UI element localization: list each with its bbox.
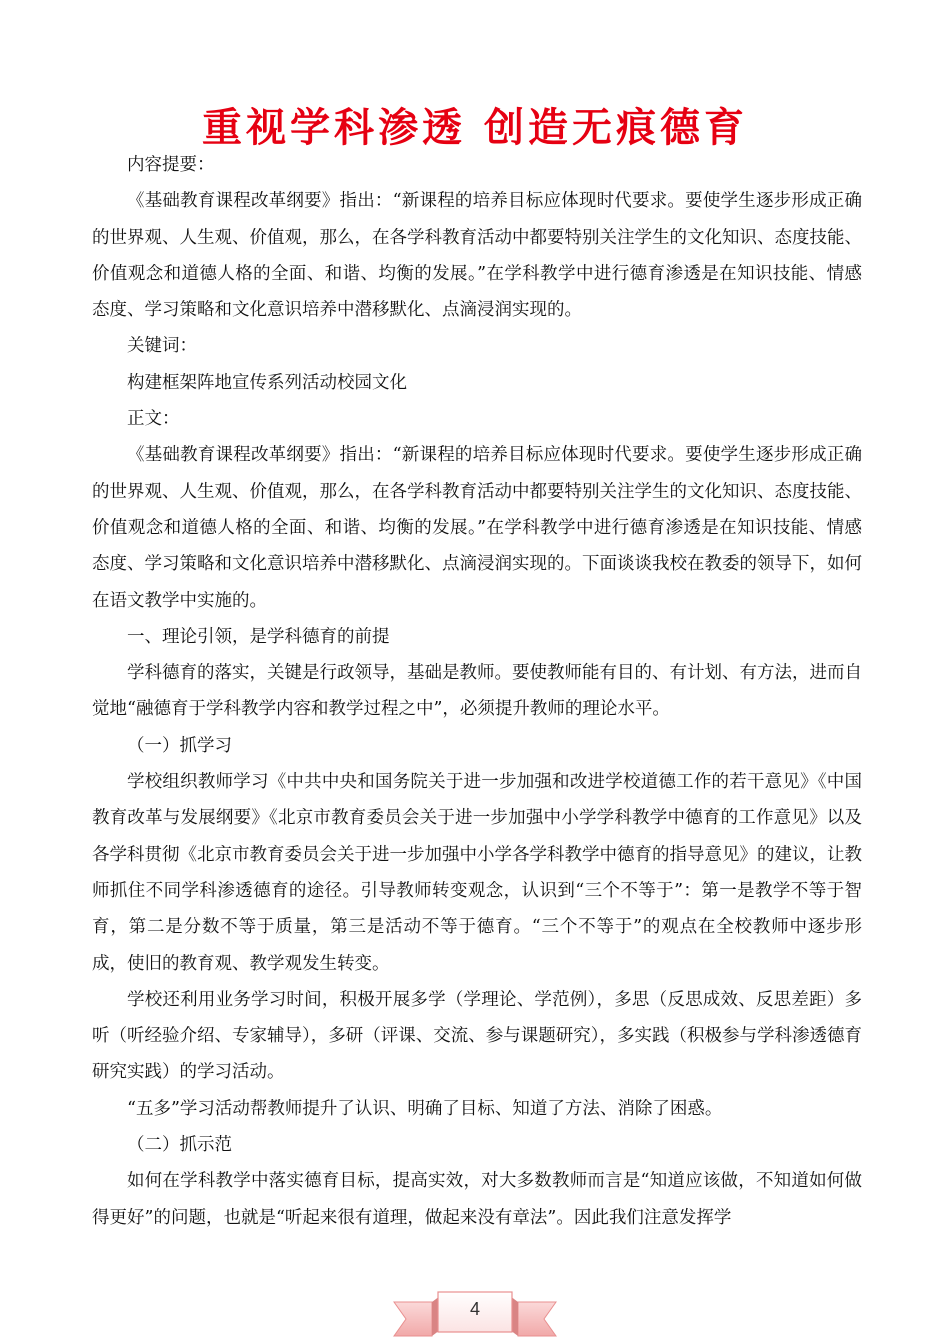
paragraph-abstract: 《基础教育课程改革纲要》指出：“新课程的培养目标应体现时代要求。要使学生逐步形成正确的世界观、人生观、价值观，那么，在各学科教育活动中都要特别关注学生的文化知识、态度技能、价值观念和道德人格的全面、和谐、均衡的发展。”在学科教学中进行德育渗透是在知识技能、情感态度、学习策略和文化意识培养中潜移默化、点滴浸润实现的。 (92, 191, 862, 321)
paragraph-body-label: 正文： (127, 409, 180, 430)
document-title: 重视学科渗透 创造无痕德育 (202, 104, 748, 151)
paragraph-study: 学校组织教师学习《中共中央和国务院关于进一步加强和改进学校道德工作的若干意见》《中国教育改革与发展纲要》《北京市教育委员会关于进一步加强中小学学科教学中德育的工作意见》以及各学科贯彻《北京市教育委员会关于进一步加强中小学各学科教学中德育的指导意见》的建议，让教师抓住不同学科渗透德育的途径。引导教师转变观念，认识到“三个不等于”：第一是教学不等于智育，第二是分数不等于质量，第三是活动不等于德育。“三个不等于”的观点在全校教师中逐步形成，使旧的教育观、教学观发生转变。 (92, 772, 862, 974)
paragraph-keywords: 构建框架阵地宣传系列活动校园文化 (127, 372, 407, 393)
paragraph-body-intro: 《基础教育课程改革纲要》指出：“新课程的培养目标应体现时代要求。要使学生逐步形成正确的世界观、人生观、价值观，那么，在各学科教育活动中都要特别关注学生的文化知识、态度技能、价值观念和道德人格的全面、和谐、均衡的发展。”在学科教学中进行德育渗透是在知识技能、情感态度、学习策略和文化意识培养中潜移默化、点滴浸润实现的。下面谈谈我校在教委的领导下，如何在语文教学中实施的。 (92, 445, 862, 611)
subsection-heading-1: （一）抓学习 (127, 735, 232, 756)
paragraph-demonstration: 如何在学科教学中落实德育目标，提高实效，对大多数教师而言是“知道应该做，不知道如何做得更好”的问题，也就是“听起来很有道理，做起来没有章法”。因此我们注意发挥学 (92, 1171, 862, 1228)
paragraph-keywords-label: 关键词： (127, 336, 197, 357)
page-number: 4 (469, 1299, 480, 1319)
document-body (92, 147, 862, 1236)
paragraph-five-more: “五多”学习活动帮教师提升了认识、明确了目标、知道了方法、消除了困惑。 (127, 1098, 723, 1119)
subsection-heading-2: （二）抓示范 (127, 1135, 232, 1156)
page-number-badge (392, 1288, 558, 1340)
paragraph-section-1: 学科德育的落实，关键是行政领导，基础是教师。要使教师能有目的、有计划、有方法，进而自觉地“融德育于学科教学内容和教学过程之中”，必须提升教师的理论水平。 (92, 663, 862, 720)
paragraph-abstract-label: 内容提要： (127, 155, 215, 175)
paragraph-study-activities: 学校还利用业务学习时间，积极开展多学（学理论、学范例），多思（反思成效、反思差距）多听（听经验介绍、专家辅导），多研（评课、交流、参与课题研究），多实践（积极参与学科渗透德育研究实践）的学习活动。 (92, 989, 862, 1083)
section-heading-1: 一、理论引领，是学科德育的前提 (127, 626, 390, 647)
